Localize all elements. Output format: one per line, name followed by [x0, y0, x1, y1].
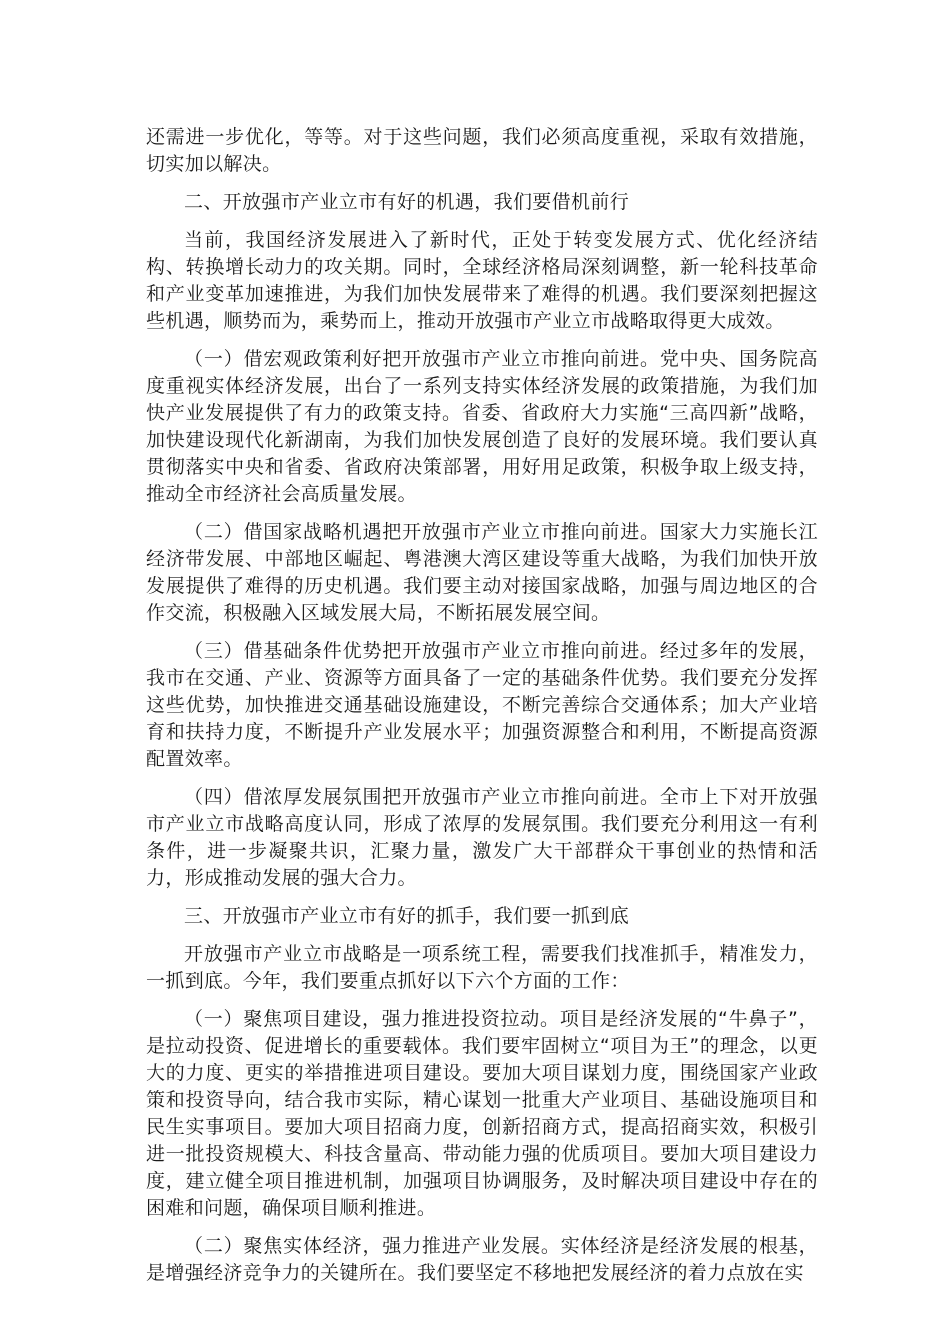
paragraph-systems-engineering: 开放强市产业立市战略是一项系统工程，需要我们找准抓手，精准发力，一抓到底。今年，我们要重点抓好以下六个方面的工作： [146, 943, 818, 992]
paragraph-continuation: 还需进一步优化，等等。对于这些问题，我们必须高度重视，采取有效措施，切实加以解决。 [146, 126, 818, 175]
paragraph-real-economy: （二）聚焦实体经济，强力推进产业发展。实体经济是经济发展的根基，是增强经济竞争力的关键所在。我们要坚定不移地把发展经济的着力点放在实 [146, 1235, 818, 1284]
paragraph-national-strategy: （二）借国家战略机遇把开放强市产业立市推向前进。国家大力实施长江经济带发展、中部地区崛起、粤港澳大湾区建设等重大战略，为我们加快开放发展提供了难得的历史机遇。我们要主动对接国家战略，加强与周边地区的合作交流，积极融入区域发展大局，不断拓展发展空间。 [146, 521, 818, 624]
section-heading-2: 二、开放强市产业立市有好的机遇，我们要借机前行 [184, 191, 630, 213]
paragraph-infrastructure: （三）借基础条件优势把开放强市产业立市推向前进。经过多年的发展，我市在交通、产业、资源等方面具备了一定的基础条件优势。我们要充分发挥这些优势，加快推进交通基础设施建设，不断完善综合交通体系；加大产业培育和扶持力度，不断提升产业发展水平；加强资源整合和利用，不断提高资源配置效率。 [146, 640, 818, 770]
paragraph-project-construction: （一）聚焦项目建设，强力推进投资拉动。项目是经济发展的“牛鼻子”，是拉动投资、促进增长的重要载体。我们要牢固树立“项目为王”的理念，以更大的力度、更实的举措推进项目建设。要加大项目谋划力度，围绕国家产业政策和投资导向，结合我市实际，精心谋划一批重大产业项目、基础设施项目和民生实事项目。要加大项目招商力度，创新招商方式，提高招商实效，积极引进一批投资规模大、科技含量高、带动能力强的优质项目。要加大项目建设力度，建立健全项目推进机制，加强项目协调服务，及时解决项目建设中存在的困难和问题，确保项目顺利推进。 [146, 1008, 818, 1219]
paragraph-current-situation: 当前，我国经济发展进入了新时代，正处于转变发展方式、优化经济结构、转换增长动力的攻关期。同时，全球经济格局深刻调整，新一轮科技革命和产业变革加速推进，为我们加快发展带来了难得的机遇。我们要深刻把握这些机遇，顺势而为，乘势而上，推动开放强市产业立市战略取得更大成效。 [146, 229, 818, 332]
paragraph-policy: （一）借宏观政策利好把开放强市产业立市推向前进。党中央、国务院高度重视实体经济发展，出台了一系列支持实体经济发展的政策措施，为我们加快产业发展提供了有力的政策支持。省委、省政府大力实施“三高四新”战略，加快建设现代化新湖南，为我们加快发展创造了良好的发展环境。我们要认真贯彻落实中央和省委、省政府决策部署，用好用足政策，积极争取上级支持，推动全市经济社会高质量发展。 [146, 348, 818, 505]
section-heading-3: 三、开放强市产业立市有好的抓手，我们要一抓到底 [184, 905, 630, 927]
document-page [146, 124, 818, 1298]
paragraph-atmosphere: （四）借浓厚发展氛围把开放强市产业立市推向前进。全市上下对开放强市产业立市战略高度认同，形成了浓厚的发展氛围。我们要充分利用这一有利条件，进一步凝聚共识，汇聚力量，激发广大干部群众干事创业的热情和活力，形成推动发展的强大合力。 [146, 786, 818, 889]
